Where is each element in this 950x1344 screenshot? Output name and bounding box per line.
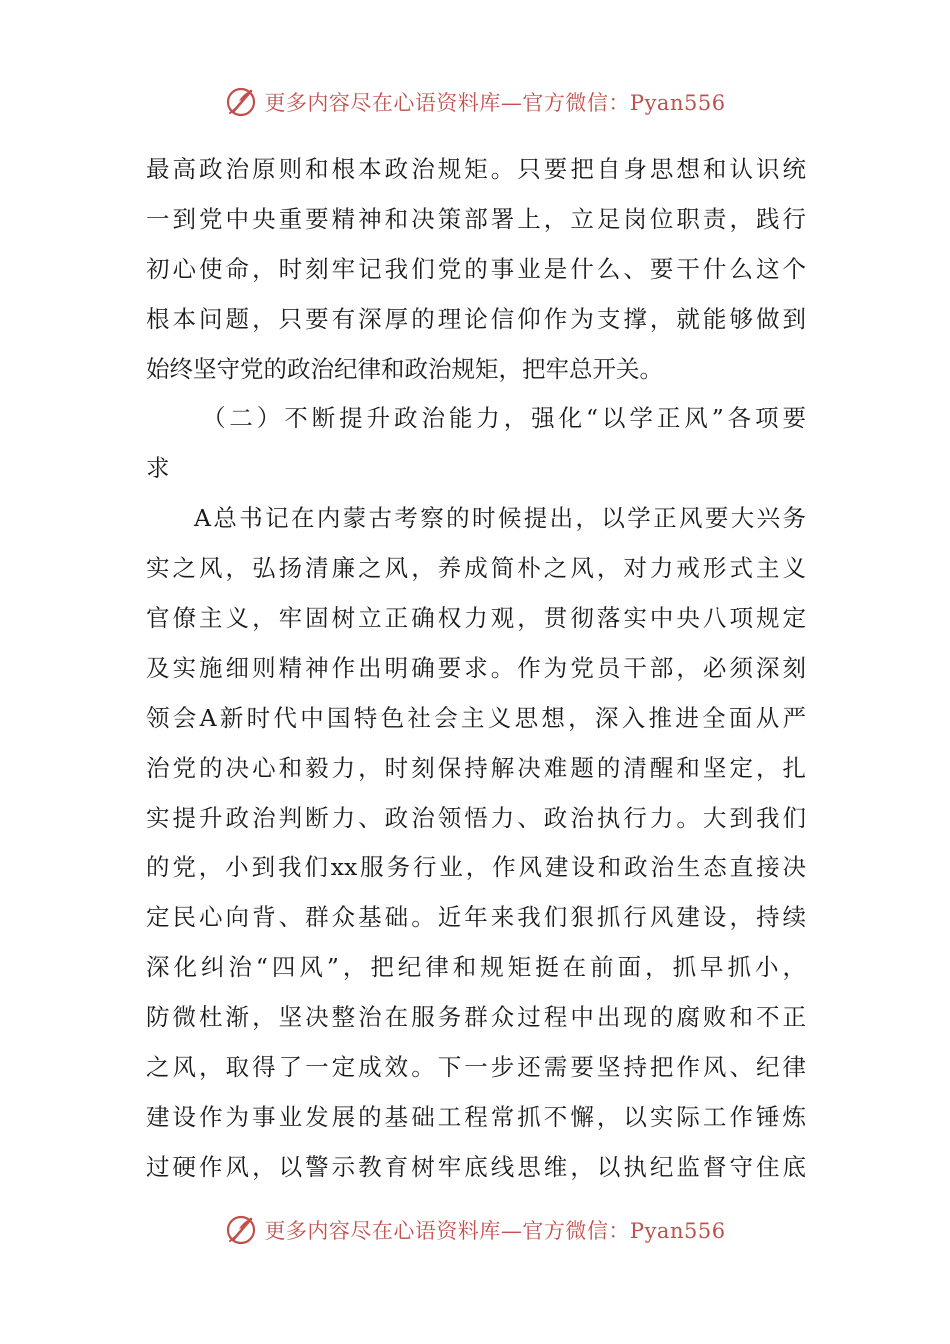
document-body [146, 145, 806, 1193]
body-line: 定民心向背、群众基础。近年来我们狠抓行风建设，持续 [146, 903, 806, 932]
body-line: 过硬作风，以警示教育树牢底线思维，以执纪监督守住底 [146, 1152, 806, 1181]
body-line: 最高政治原则和根本政治规矩。只要把自身思想和认识统 [146, 155, 806, 183]
body-line: 根本问题，只要有深厚的理论信仰作为支撑，就能够做到 [146, 304, 806, 333]
quill-pen-logo-icon [224, 1213, 258, 1247]
body-line: 之风，取得了一定成效。下一步还需要坚持把作风、纪律 [146, 1053, 806, 1082]
body-line: A总书记在内蒙古考察的时候提出，以学正风要大兴务 [194, 504, 806, 533]
body-line: 建设作为事业发展的基础工程常抓不懈，以实际工作锤炼 [146, 1102, 806, 1131]
body-line: 实之风，弘扬清廉之风，养成简朴之风，对力戒形式主义 [146, 554, 806, 583]
body-line: 的党，小到我们xx服务行业，作风建设和政治生态直接决 [146, 853, 806, 882]
header-banner-text: 更多内容尽在心语资料库—官方微信：Pyan556 [264, 91, 726, 115]
body-line: 初心使命，时刻牢记我们党的事业是什么、要干什么这个 [146, 254, 806, 283]
header-banner [0, 82, 950, 122]
body-line: 深化纠治“四风”，把纪律和规矩挺在前面，抓早抓小， [146, 953, 806, 982]
quill-pen-logo-icon [224, 85, 258, 119]
body-line: 治党的决心和毅力，时刻保持解决难题的清醒和坚定，扎 [146, 753, 806, 782]
body-line: 官僚主义，牢固树立正确权力观，贯彻落实中央八项规定 [146, 604, 806, 633]
body-line: 领会A新时代中国特色社会主义思想，深入推进全面从严 [146, 703, 806, 732]
section-heading-line: （二）不断提升政治能力，强化“以学正风”各项要 [202, 404, 806, 433]
footer-banner [0, 1210, 950, 1250]
body-line: 防微杜渐，坚决整治在服务群众过程中出现的腐败和不正 [146, 1003, 806, 1032]
body-line: 实提升政治判断力、政治领悟力、政治执行力。大到我们 [146, 803, 806, 832]
body-line: 始终坚守党的政治纪律和政治规矩，把牢总开关。 [146, 354, 663, 383]
section-heading-line: 求 [146, 454, 170, 483]
body-line: 一到党中央重要精神和决策部署上，立足岗位职责，践行 [146, 204, 806, 233]
body-line: 及实施细则精神作出明确要求。作为党员干部，必须深刻 [146, 653, 806, 682]
footer-banner-text: 更多内容尽在心语资料库—官方微信：Pyan556 [264, 1219, 726, 1243]
